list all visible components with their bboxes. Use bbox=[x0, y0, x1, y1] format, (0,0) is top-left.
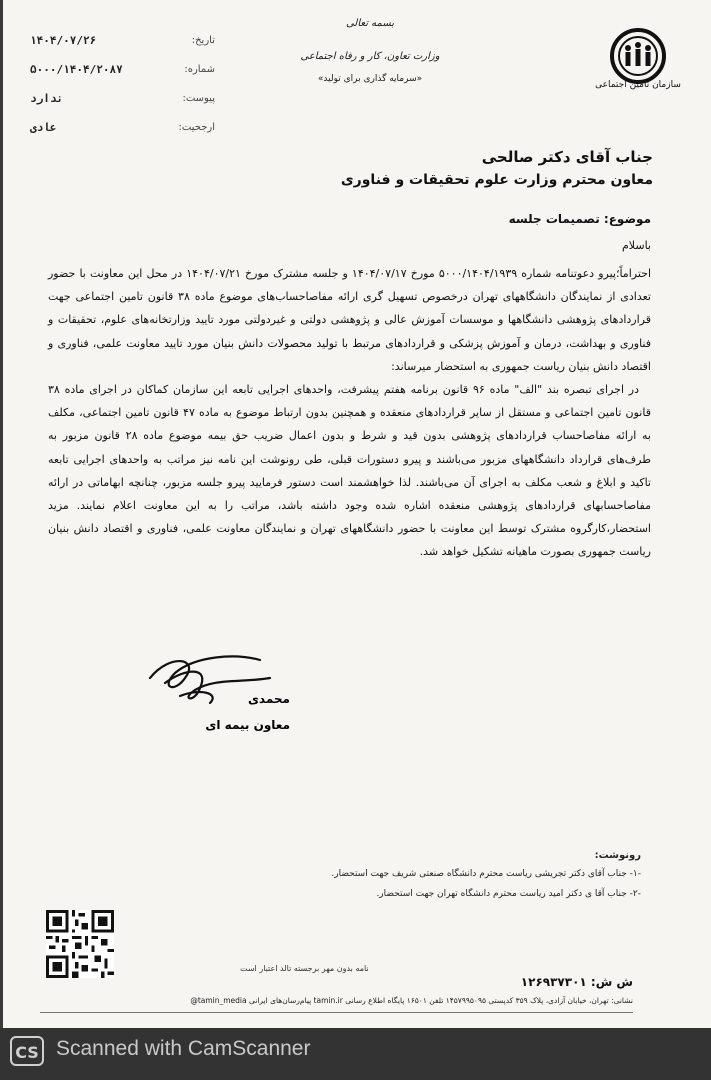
ministry-header bbox=[290, 18, 450, 84]
logo-caption: سازمان تامین اجتماعی bbox=[595, 80, 681, 90]
document-serial-number: ش ش: ۱۲۶۹۳۷۳۰۱ bbox=[520, 975, 633, 989]
recipient-name: جناب آقای دکتر صالحی bbox=[481, 148, 653, 166]
ministry-name: وزارت تعاون، کار و رفاه اجتماعی bbox=[300, 51, 440, 62]
greeting: باسلام bbox=[621, 239, 651, 252]
number-value: ۵۰۰۰/۱۴۰۴/۲۰۸۷ bbox=[30, 63, 123, 76]
footer-note: نامه بدون مهر برجسته تالد اعتبار است bbox=[240, 964, 369, 973]
signatory-name: محمدی bbox=[247, 692, 290, 706]
scan-edge bbox=[0, 0, 3, 1028]
priority-value: عادی bbox=[30, 121, 57, 134]
cc-line-1: -۱- جناب آقای دکتر تجریشی ریاست محترم دانشگاه صنعتی شریف جهت استحضار. bbox=[331, 869, 641, 879]
date-value: ۱۴۰۴/۰۷/۲۶ bbox=[30, 34, 97, 47]
scanner-watermark-text: Scanned with CamScanner bbox=[56, 1037, 311, 1060]
attachment-row bbox=[30, 84, 215, 113]
date-label: تاریخ: bbox=[191, 35, 215, 46]
number-row bbox=[30, 55, 215, 84]
number-label: شماره: bbox=[184, 64, 215, 75]
footer-divider bbox=[40, 1012, 633, 1013]
letter-meta bbox=[30, 26, 215, 142]
recipient-block bbox=[153, 148, 653, 188]
priority-row bbox=[30, 113, 215, 142]
body-paragraph-2: در اجرای تبصره بند "الف" ماده ۹۶ قانون برنامه هفتم پیشرفت، واحدهای اجرایی تابعه این سازمان کماکان در اجرای ماده ۳۸ قانون تامین اجتماعی و مستقل از سایر قراردادهای منعقده و همچنین بدون ارتباط موضوع به ماده ۴۷ قانون تامین اجتماعی، مکلف به ارائه مفاصاحساب قراردادهای پژوهشی بدون قید و شرط و بدون اعمال ضریب حق بیمه موضوع ماده ۲۸ قانون مزبور به طرف‌های قرارداد دانشگاههای مزبور می‌باشند و پیرو دستورات قبلی، طی رونوشت این نامه نیز مراتب به واحدهای اجرایی تابعه تاکید و ابلاغ و شعب مکلف به اجرای آن می‌باشند. لذا خواهشمند است دستور فرمایید پیرو جلسه مزبور، چنانچه ابهاماتی در ارائه مفاصاحسابهای قراردادهای پژوهشی منعقده اشاره شده وجود داشته باشد، مراتب را به این معاونت اعلام نمایند. مزید استحضار،کارگروه مشترک توسط این معاونت با حضور دانشگاههای تهران و نمایندگان معاونت علمی، فناوری و اقتصاد دانش بنیان ریاست جمهوری بصورت ماهیانه تشکیل خواهد شد. bbox=[48, 383, 651, 559]
cc-heading: رونوشت: bbox=[594, 850, 641, 861]
letter-body bbox=[48, 262, 651, 564]
bismillah: بسمه تعالی bbox=[345, 18, 395, 29]
qr-code-icon bbox=[46, 910, 114, 978]
recipient-position: معاون محترم وزارت علوم تحقیقات و فناوری bbox=[340, 172, 653, 188]
carbon-copy-block bbox=[201, 850, 641, 909]
attachment-label: پیوست: bbox=[182, 93, 215, 104]
date-row bbox=[30, 26, 215, 55]
attachment-value: ندارد bbox=[30, 92, 64, 105]
signatory-position: معاون بیمه ای bbox=[205, 718, 290, 732]
camscanner-logo-icon: CS bbox=[10, 1036, 44, 1066]
body-paragraph-1: احتراماً؛پیرو دعوتنامه شماره ۵۰۰۰/۱۴۰۴/۱۹۳۹ مورخ ۱۴۰۴/۰۷/۱۷ و جلسه مشترک مورخ ۱۴۰۴/۰۷/۲۱ در محل این معاونت با حضور تعدادی از نمایندگان دانشگاههای تهران درخصوص تسهیل گری ارائه مفاصاحساب‌های موضوع ماده ۳۸ قانون تامین اجتماعی جهت قراردادهای پژوهشی دانشگاهها و موسسات آموزش عالی و پژوهشی دولتی و غیردولتی مورد تایید وزارتخانه‌های علوم، تحقیقات و فناوری و بهداشت، درمان و آموزش پزشکی و قراردادهای مرتبط با تولید محصولات دانش بنیان مورد تایید معاونت علمی، فناوری و اقتصاد دانش بنیان ریاست جمهوری به استحضار میرساند: bbox=[48, 267, 651, 373]
subject-line: موضوع: تصمیمات جلسه bbox=[508, 212, 651, 226]
cc-line-2: -۲- جناب آقا ی دکتر امید ریاست محترم دانشگاه تهران جهت استحضار. bbox=[376, 889, 641, 899]
social-security-logo-icon bbox=[598, 26, 678, 106]
ministry-slogan: «سرمایه گذاری برای تولید» bbox=[317, 74, 423, 84]
footer-address: نشانی: تهران، خیابان آزادی، پلاک ۳۵۹ کدپستی ۱۴۵۷۹۹۵۰۹۵ تلفن ۱۶۵۰۱ پایگاه اطلاع رسانی tamin.ir پیام‌رسان‌های ایرانی tamin_media@ bbox=[190, 996, 633, 1005]
priority-label: ارجحیت: bbox=[178, 122, 215, 133]
